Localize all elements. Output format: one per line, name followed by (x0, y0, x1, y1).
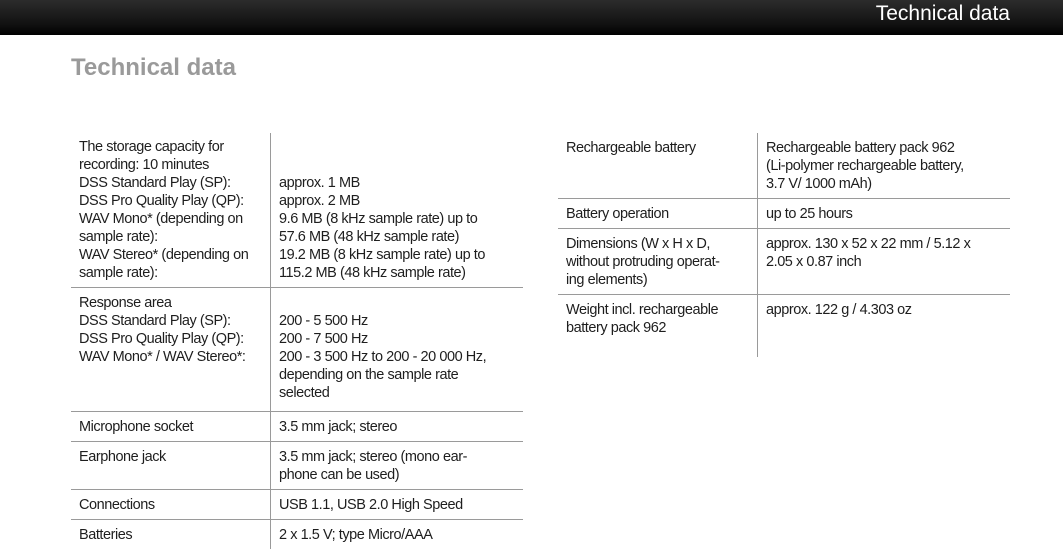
table-row-microphone-socket (71, 412, 523, 442)
spec-label: Rechargeable battery (558, 133, 758, 199)
table-row-storage-capacity (71, 133, 523, 288)
table-row-connections (71, 490, 523, 520)
spec-value: 3.5 mm jack; stereo (mono ear- phone can be used) (271, 442, 524, 490)
spec-value: 200 - 5 500 Hz 200 - 7 500 Hz 200 - 3 500 Hz to 200 - 20 000 Hz, depending on the sample rate selected (271, 288, 524, 412)
spec-label: Batteries (71, 520, 271, 549)
spec-value: USB 1.1, USB 2.0 High Speed (271, 490, 524, 520)
table-row-response-area (71, 288, 523, 412)
spec-label: Response area DSS Standard Play (SP): DSS Pro Quality Play (QP): WAV Mono* / WAV Stereo*: (71, 288, 271, 412)
spec-value: 2 x 1.5 V; type Micro/AAA (271, 520, 524, 549)
spec-value: Rechargeable battery pack 962 (Li-polymer rechargeable battery, 3.7 V/ 1000 mAh) (758, 133, 1011, 199)
spec-label: The storage capacity for recording: 10 minutes DSS Standard Play (SP): DSS Pro Quality Play (QP): WAV Mono* (depending on sample rate): WAV Stereo* (depending on sample rate): (71, 133, 271, 288)
spec-value: approx. 130 x 52 x 22 mm / 5.12 x 2.05 x 0.87 inch (758, 229, 1011, 295)
spec-label: Dimensions (W x H x D, without protruding operat- ing elements) (558, 229, 758, 295)
header-section-title: Technical data (876, 3, 1010, 25)
spec-value: up to 25 hours (758, 199, 1011, 229)
page-title: Technical data (71, 54, 236, 82)
spec-table-right (558, 133, 1010, 357)
table-row-dimensions (558, 229, 1010, 295)
spec-label: Earphone jack (71, 442, 271, 490)
spec-label: Battery operation (558, 199, 758, 229)
table-row-batteries (71, 520, 523, 549)
header-bar (0, 0, 1063, 35)
spec-label: Connections (71, 490, 271, 520)
table-row-earphone-jack (71, 442, 523, 490)
spec-label: Microphone socket (71, 412, 271, 442)
spec-label: Weight incl. rechargeable battery pack 962 (558, 295, 758, 358)
spec-value: approx. 122 g / 4.303 oz (758, 295, 1011, 358)
table-row-battery-operation (558, 199, 1010, 229)
spec-value: approx. 1 MB approx. 2 MB 9.6 MB (8 kHz sample rate) up to 57.6 MB (48 kHz sample rate) 19.2 MB (8 kHz sample rate) up to 115.2 MB (48 kHz sample rate) (271, 133, 524, 288)
table-row-weight (558, 295, 1010, 358)
table-row-rechargeable-battery (558, 133, 1010, 199)
spec-value: 3.5 mm jack; stereo (271, 412, 524, 442)
spec-table-left (71, 133, 523, 549)
